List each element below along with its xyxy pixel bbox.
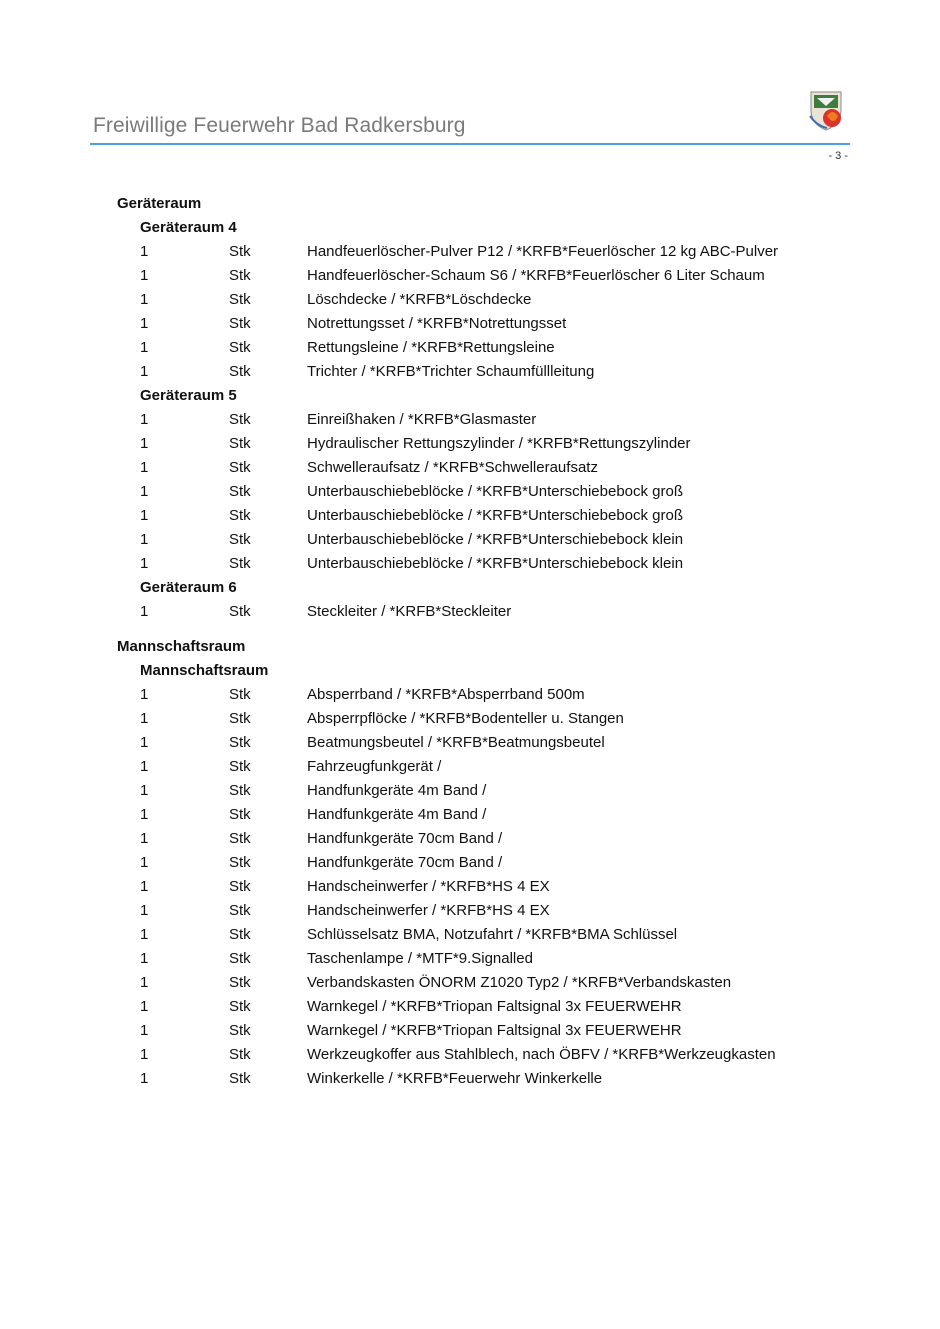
item-quantity: 1 (140, 734, 149, 751)
item-quantity: 1 (140, 483, 149, 500)
item-description: Warnkegel / *KRFB*Triopan Faltsignal 3x FEUERWEHR (307, 1022, 682, 1039)
item-description: Rettungsleine / *KRFB*Rettungsleine (307, 339, 555, 356)
item-quantity: 1 (140, 459, 149, 476)
item-description: Absperrpflöcke / *KRFB*Bodenteller u. Stangen (307, 710, 624, 727)
inventory-row (0, 528, 940, 552)
item-description: Schlüsselsatz BMA, Notzufahrt / *KRFB*BMA Schlüssel (307, 926, 678, 943)
item-unit: Stk (229, 339, 251, 356)
item-description: Handfeuerlöscher-Schaum S6 / *KRFB*Feuerlöscher 6 Liter Schaum (307, 267, 765, 284)
item-quantity: 1 (140, 806, 149, 823)
inventory-row (0, 707, 940, 731)
item-unit: Stk (229, 531, 251, 548)
item-description: Handfunkgeräte 70cm Band / (307, 830, 503, 847)
room-heading: Mannschaftsraum (140, 662, 269, 679)
page-number: - 3 - (828, 150, 848, 162)
item-unit: Stk (229, 243, 251, 260)
item-quantity: 1 (140, 758, 149, 775)
item-unit: Stk (229, 1046, 251, 1063)
item-quantity: 1 (140, 555, 149, 572)
inventory-row (0, 875, 940, 899)
item-unit: Stk (229, 998, 251, 1015)
item-quantity: 1 (140, 363, 149, 380)
section-gap (0, 624, 940, 635)
item-quantity: 1 (140, 531, 149, 548)
room-heading: Geräteraum 6 (140, 579, 237, 596)
inventory-row (0, 899, 940, 923)
item-description: Handfunkgeräte 4m Band / (307, 782, 487, 799)
item-quantity: 1 (140, 339, 149, 356)
inventory-row (0, 995, 940, 1019)
inventory-row (0, 851, 940, 875)
item-unit: Stk (229, 806, 251, 823)
item-description: Trichter / *KRFB*Trichter Schaumfüllleitung (307, 363, 595, 380)
inventory-row (0, 1067, 940, 1091)
item-quantity: 1 (140, 710, 149, 727)
section-heading: Geräteraum (117, 195, 202, 212)
inventory-row (0, 264, 940, 288)
item-unit: Stk (229, 830, 251, 847)
item-description: Löschdecke / *KRFB*Löschdecke (307, 291, 532, 308)
item-description: Winkerkelle / *KRFB*Feuerwehr Winkerkelle (307, 1070, 603, 1087)
page-title: Freiwillige Feuerwehr Bad Radkersburg (93, 114, 466, 137)
item-unit: Stk (229, 411, 251, 428)
item-quantity: 1 (140, 603, 149, 620)
item-description: Notrettungsset / *KRFB*Notrettungsset (307, 315, 567, 332)
inventory-row (0, 755, 940, 779)
inventory-row (0, 1043, 940, 1067)
item-unit: Stk (229, 363, 251, 380)
room-heading: Geräteraum 5 (140, 387, 237, 404)
inventory-row (0, 288, 940, 312)
item-description: Verbandskasten ÖNORM Z1020 Typ2 / *KRFB*Verbandskasten (307, 974, 732, 991)
item-unit: Stk (229, 878, 251, 895)
inventory-row (0, 240, 940, 264)
inventory-row (0, 923, 940, 947)
item-unit: Stk (229, 710, 251, 727)
inventory-row (0, 432, 940, 456)
item-unit: Stk (229, 459, 251, 476)
item-quantity: 1 (140, 782, 149, 799)
item-unit: Stk (229, 603, 251, 620)
item-quantity: 1 (140, 1070, 149, 1087)
item-description: Unterbauschiebeblöcke / *KRFB*Unterschiebebock klein (307, 531, 684, 548)
inventory-row (0, 552, 940, 576)
item-quantity: 1 (140, 830, 149, 847)
item-quantity: 1 (140, 507, 149, 524)
inventory-row (0, 504, 940, 528)
item-quantity: 1 (140, 315, 149, 332)
item-quantity: 1 (140, 1022, 149, 1039)
item-quantity: 1 (140, 435, 149, 452)
item-description: Schwelleraufsatz / *KRFB*Schwelleraufsatz (307, 459, 598, 476)
header-rule (90, 143, 850, 145)
item-quantity: 1 (140, 411, 149, 428)
item-quantity: 1 (140, 267, 149, 284)
item-description: Werkzeugkoffer aus Stahlblech, nach ÖBFV / *KRFB*Werkzeugkasten (307, 1046, 776, 1063)
inventory-row (0, 456, 940, 480)
item-unit: Stk (229, 854, 251, 871)
inventory-row (0, 827, 940, 851)
item-description: Unterbauschiebeblöcke / *KRFB*Unterschiebebock klein (307, 555, 684, 572)
item-description: Unterbauschiebeblöcke / *KRFB*Unterschiebebock groß (307, 507, 684, 524)
item-quantity: 1 (140, 974, 149, 991)
inventory-row (0, 779, 940, 803)
item-unit: Stk (229, 758, 251, 775)
room-heading: Geräteraum 4 (140, 219, 237, 236)
item-quantity: 1 (140, 291, 149, 308)
inventory-row (0, 336, 940, 360)
section-heading: Mannschaftsraum (117, 638, 246, 655)
item-unit: Stk (229, 315, 251, 332)
inventory-row (0, 360, 940, 384)
item-quantity: 1 (140, 243, 149, 260)
item-unit: Stk (229, 782, 251, 799)
item-description: Absperrband / *KRFB*Absperrband 500m (307, 686, 585, 703)
inventory-row (0, 683, 940, 707)
item-description: Handfunkgeräte 70cm Band / (307, 854, 503, 871)
item-description: Handscheinwerfer / *KRFB*HS 4 EX (307, 878, 550, 895)
inventory-row (0, 1019, 940, 1043)
item-description: Unterbauschiebeblöcke / *KRFB*Unterschiebebock groß (307, 483, 684, 500)
item-description: Handfunkgeräte 4m Band / (307, 806, 487, 823)
inventory-row (0, 731, 940, 755)
item-unit: Stk (229, 291, 251, 308)
item-description: Taschenlampe / *MTF*9.Signalled (307, 950, 533, 967)
item-quantity: 1 (140, 926, 149, 943)
item-unit: Stk (229, 555, 251, 572)
item-quantity: 1 (140, 1046, 149, 1063)
item-description: Steckleiter / *KRFB*Steckleiter (307, 603, 512, 620)
inventory-row (0, 408, 940, 432)
item-quantity: 1 (140, 686, 149, 703)
page-header (90, 112, 850, 146)
inventory-row (0, 947, 940, 971)
item-quantity: 1 (140, 902, 149, 919)
fire-brigade-crest-icon (805, 86, 847, 132)
item-quantity: 1 (140, 950, 149, 967)
item-description: Warnkegel / *KRFB*Triopan Faltsignal 3x FEUERWEHR (307, 998, 682, 1015)
item-unit: Stk (229, 926, 251, 943)
inventory-row (0, 312, 940, 336)
inventory-row (0, 971, 940, 995)
item-description: Handscheinwerfer / *KRFB*HS 4 EX (307, 902, 550, 919)
item-unit: Stk (229, 1070, 251, 1087)
item-unit: Stk (229, 507, 251, 524)
inventory-list (0, 192, 940, 1091)
item-unit: Stk (229, 974, 251, 991)
item-quantity: 1 (140, 878, 149, 895)
item-unit: Stk (229, 734, 251, 751)
item-unit: Stk (229, 267, 251, 284)
inventory-row (0, 803, 940, 827)
item-unit: Stk (229, 686, 251, 703)
inventory-row (0, 600, 940, 624)
item-unit: Stk (229, 950, 251, 967)
item-unit: Stk (229, 1022, 251, 1039)
item-description: Handfeuerlöscher-Pulver P12 / *KRFB*Feuerlöscher 12 kg ABC-Pulver (307, 243, 779, 260)
item-quantity: 1 (140, 998, 149, 1015)
item-description: Beatmungsbeutel / *KRFB*Beatmungsbeutel (307, 734, 605, 751)
item-unit: Stk (229, 483, 251, 500)
item-description: Einreißhaken / *KRFB*Glasmaster (307, 411, 537, 428)
item-unit: Stk (229, 435, 251, 452)
item-description: Fahrzeugfunkgerät / (307, 758, 442, 775)
item-unit: Stk (229, 902, 251, 919)
item-description: Hydraulischer Rettungszylinder / *KRFB*Rettungszylinder (307, 435, 691, 452)
item-quantity: 1 (140, 854, 149, 871)
inventory-row (0, 480, 940, 504)
